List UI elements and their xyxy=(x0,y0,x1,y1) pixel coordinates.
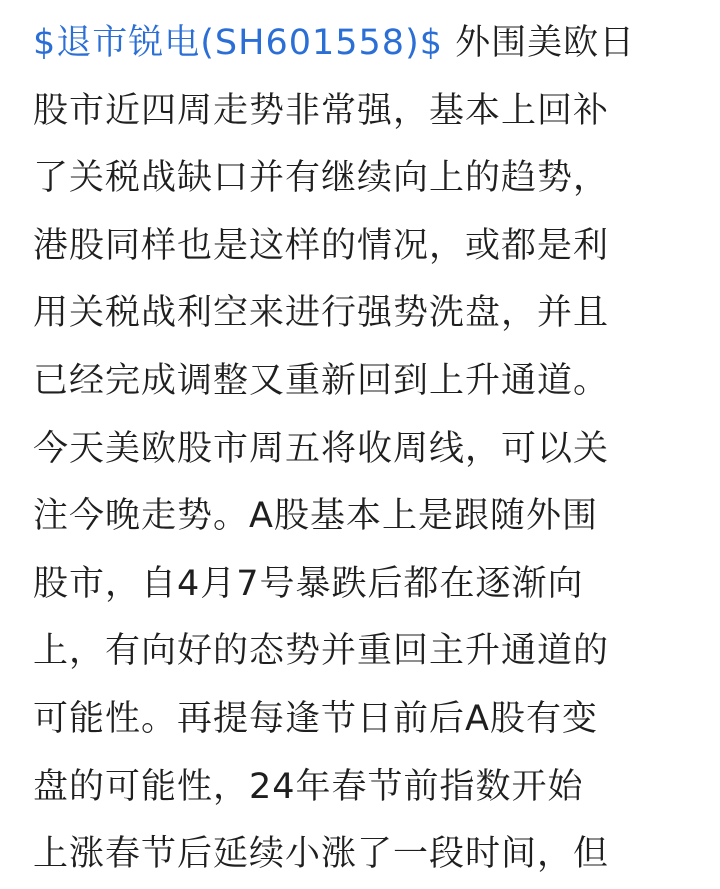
post-line: 可能性。再提每逢节日前后A股有变 xyxy=(33,698,598,739)
post-line-1 xyxy=(33,10,693,78)
post-line: 今天美欧股市周五将收周线，可以关 xyxy=(33,428,610,469)
post-line: 已经完成调整又重新回到上升通道。 xyxy=(33,360,610,401)
post-line: 股市近四周走势非常强，基本上回补 xyxy=(33,90,610,131)
post-line-1-text: 外围美欧日 xyxy=(443,23,636,63)
post-line: 股市，自4月7号暴跌后都在逐渐向 xyxy=(33,563,584,604)
post-body xyxy=(33,10,693,889)
post-line: 盘的可能性，24年春节前指数开始 xyxy=(33,766,584,807)
post-line: 上涨春节后延续小涨了一段时间，但 xyxy=(33,834,610,875)
stock-link[interactable]: $退市锐电(SH601558)$ xyxy=(33,23,443,63)
post-line: 港股同样也是这样的情况，或都是利 xyxy=(33,225,610,266)
post-line: 了关税战缺口并有继续向上的趋势， xyxy=(33,158,610,199)
post-line: 注今晚走势。A股基本上是跟随外围 xyxy=(33,496,598,537)
post-line: 上，有向好的态势并重回主升通道的 xyxy=(33,631,610,672)
post-line: 用关税战利空来进行强势洗盘，并且 xyxy=(33,293,610,334)
